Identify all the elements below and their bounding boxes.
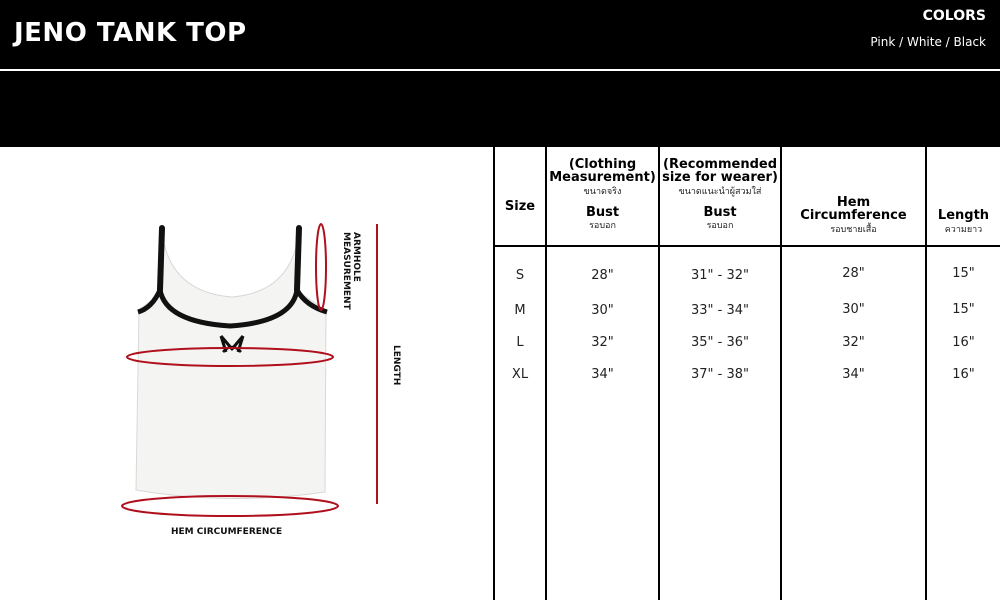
tank-top-illustration (100, 215, 420, 545)
size-cell: M (514, 303, 526, 318)
bust-label: Bust (703, 205, 737, 220)
left-strap (160, 228, 162, 290)
armhole-ellipse (316, 224, 326, 310)
recommended-bust-cell: 31" - 32" (691, 268, 749, 283)
recommended-bust-cell: 35" - 36" (691, 335, 749, 350)
size-cell: L (516, 335, 524, 350)
hem-ellipse (122, 496, 338, 516)
header-row-divider (494, 245, 1000, 247)
hem-circumference-header: Hem Circumference รอบชายเสื้อ (800, 195, 907, 235)
clothing-measurement-header: (Clothing Measurement) ขนาดจริง Bust รอบอก (547, 147, 658, 245)
hem-cell: 28" (842, 266, 865, 281)
colors-value: Pink / White / Black (870, 35, 986, 49)
hem-circumference-label: HEM CIRCUMFERENCE (171, 527, 283, 537)
recommended-bust-cell: 33" - 34" (691, 303, 749, 318)
bust-cell: 34" (591, 367, 614, 382)
hem-cell: 34" (842, 367, 865, 382)
recommended-size-header: (Recommended size for wearer) ขนาดแนะนำผู้สวมใส่ Bust รอบอก (660, 147, 780, 245)
size-cell: XL (511, 367, 529, 382)
length-column-header: Length ความยาว (937, 208, 990, 235)
length-cell: 16" (952, 335, 975, 350)
length-cell: 16" (952, 367, 975, 382)
hem-cell: 32" (842, 335, 865, 350)
right-strap (297, 228, 299, 290)
size-cell: S (515, 268, 525, 283)
size-column-header: Size (504, 199, 536, 214)
recommended-bust-cell: 37" - 38" (691, 367, 749, 382)
bust-cell: 32" (591, 335, 614, 350)
length-cell: 15" (952, 302, 975, 317)
length-label: LENGTH (391, 345, 401, 386)
bust-cell: 30" (591, 303, 614, 318)
header-bar (0, 0, 1000, 147)
page-title: JENO TANK TOP (14, 18, 247, 48)
bust-label: Bust (585, 205, 620, 220)
colors-label: COLORS (922, 8, 986, 24)
bust-cell: 28" (591, 268, 614, 283)
header-divider (0, 69, 1000, 71)
length-cell: 15" (952, 266, 975, 281)
armhole-label: ARMHOLE MEASUREMENT (341, 232, 361, 310)
hem-cell: 30" (842, 302, 865, 317)
